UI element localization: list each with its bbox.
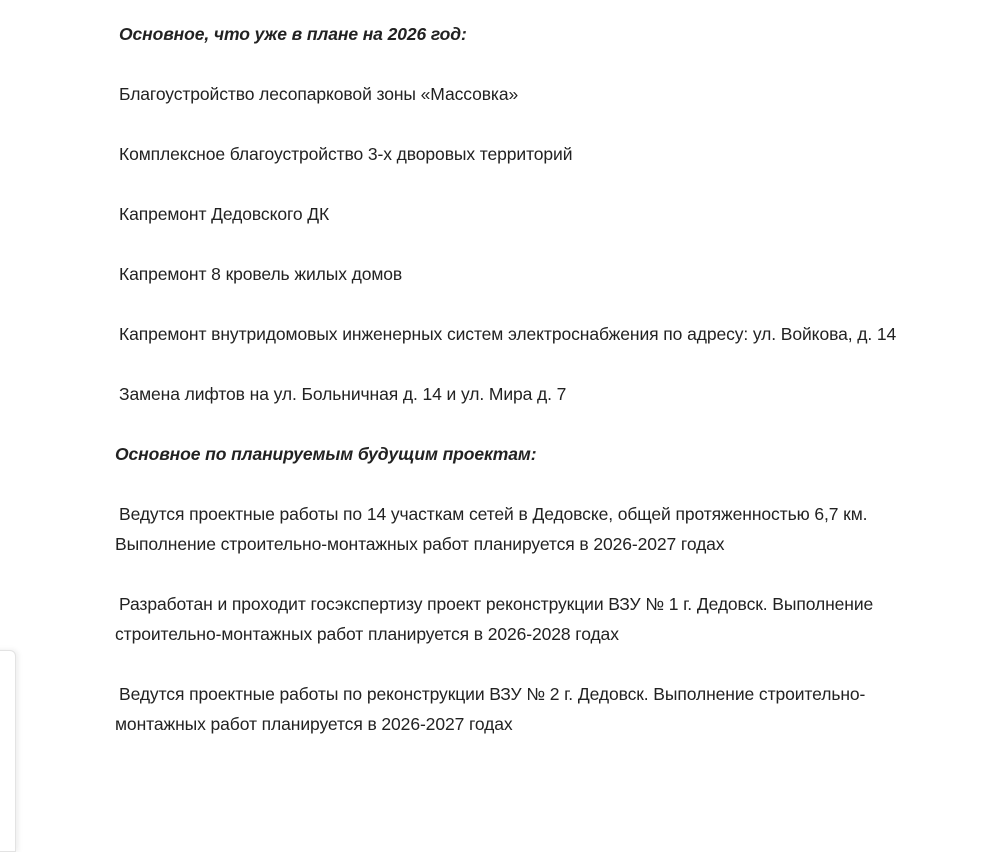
future-project-item [115,589,955,649]
plan-item-text: Замена лифтов на ул. Больничная д. 14 и ул. Мира д. 7 [119,384,567,404]
plan-item [115,199,955,229]
side-widget-card [0,650,16,852]
plan-item-text: Комплексное благоустройство 3-х дворовых территорий [119,144,573,164]
plan-item-text: Капремонт Дедовского ДК [119,204,330,224]
plan-item [115,379,955,409]
section-heading-future-projects: Основное по планируемым будущим проектам: [115,444,537,464]
plan-item [115,319,955,349]
future-project-item [115,499,955,559]
section-heading-2026-plans: Основное, что уже в плане на 2026 год: [119,24,467,44]
plan-item [115,79,955,109]
plan-item-text: Благоустройство лесопарковой зоны «Массовка» [119,84,519,104]
plan-item [115,259,955,289]
future-project-text: Разработан и проходит госэкспертизу проект реконструкции ВЗУ № 1 г. Дедовск. Выполнение строительно-монтажных работ планируется в 2026-2028 годах [115,594,878,644]
future-project-item [115,679,955,739]
future-project-text: Ведутся проектные работы по реконструкции ВЗУ № 2 г. Дедовск. Выполнение строительно-монтажных работ планируется в 2026-2027 годах [115,684,866,734]
article-body [115,19,955,769]
plan-item-text: Капремонт внутридомовых инженерных систем электроснабжения по адресу: ул. Войкова, д. 14 [119,324,897,344]
future-project-text: Ведутся проектные работы по 14 участкам сетей в Дедовске, общей протяженностью 6,7 км. Выполнение строительно-монтажных работ планируется в 2026-2027 годах [115,504,873,554]
plan-item-text: Капремонт 8 кровель жилых домов [119,264,403,284]
plan-item [115,139,955,169]
